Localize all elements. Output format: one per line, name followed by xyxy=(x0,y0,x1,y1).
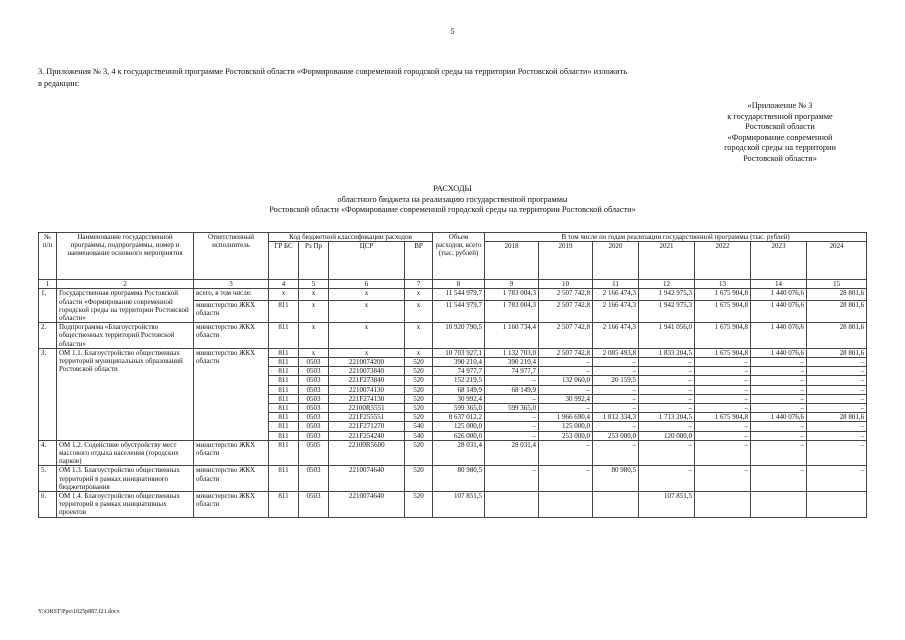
rzpr-cell: 0503 xyxy=(299,492,329,518)
year-cell: 120 000,0 xyxy=(639,431,695,440)
executor-cell: министерство ЖКХ области xyxy=(194,348,269,440)
year-cell: – xyxy=(639,404,695,413)
executor-cell: министерство ЖКХ области xyxy=(194,466,269,492)
executor-cell: министерство ЖКХ области xyxy=(194,440,269,466)
rzpr-cell: 0503 xyxy=(299,431,329,440)
rzpr-cell: х xyxy=(299,301,329,323)
volume-cell: 11 544 979,7 xyxy=(433,301,485,323)
header-year: 2024 xyxy=(807,242,867,280)
year-cell: 80 980,5 xyxy=(593,466,639,492)
csr-cell: 221F273840 xyxy=(329,376,405,385)
volume-cell: 125 000,0 xyxy=(433,422,485,431)
volume-cell: 152 219,5 xyxy=(433,376,485,385)
row-number-cell: 1. xyxy=(39,289,57,323)
year-cell: 1 833 204,5 xyxy=(639,348,695,357)
header-year: 2021 xyxy=(639,242,695,280)
vr-cell: х xyxy=(405,301,433,323)
csr-cell: 2210074640 xyxy=(329,492,405,518)
row-name-cell: ОМ 1.1. Благоустройство общественных территорий муниципальных образований Ростовской области xyxy=(57,348,194,440)
year-cell: 1 783 004,3 xyxy=(485,301,539,323)
row-number-cell: 3. xyxy=(39,348,57,440)
year-cell: 1 942 975,3 xyxy=(639,301,695,323)
csr-cell: 22100R5551 xyxy=(329,404,405,413)
year-cell: – xyxy=(807,376,867,385)
year-cell: 1 942 975,3 xyxy=(639,289,695,301)
year-cell: 1 675 904,8 xyxy=(695,323,751,349)
year-cell: – xyxy=(695,394,751,403)
grbs-cell: 811 xyxy=(269,348,299,357)
year-cell: – xyxy=(593,422,639,431)
column-number: 4 xyxy=(269,280,299,289)
year-cell: 2 166 474,3 xyxy=(593,323,639,349)
grbs-cell: 811 xyxy=(269,394,299,403)
year-cell: 28 801,6 xyxy=(807,348,867,357)
csr-cell: х xyxy=(329,301,405,323)
year-cell: – xyxy=(807,404,867,413)
appendix-line: «Формирование современной xyxy=(727,132,833,142)
year-cell: – xyxy=(807,431,867,440)
vr-cell: х xyxy=(405,323,433,349)
grbs-cell: 811 xyxy=(269,492,299,518)
csr-cell: 221F254240 xyxy=(329,431,405,440)
column-number: 8 xyxy=(433,280,485,289)
rzpr-cell: 0503 xyxy=(299,358,329,367)
year-cell: – xyxy=(807,466,867,492)
year-cell: 107 851,5 xyxy=(639,492,695,518)
year-cell: 1 675 904,8 xyxy=(695,301,751,323)
year-cell: 30 992,4 xyxy=(539,394,593,403)
year-cell: 390 210,4 xyxy=(485,358,539,367)
csr-cell: 2210074130 xyxy=(329,385,405,394)
volume-cell: 10 703 927,1 xyxy=(433,348,485,357)
vr-cell: х xyxy=(405,348,433,357)
year-cell: 1 440 076,6 xyxy=(751,348,807,357)
header-grbs: ГР БС xyxy=(269,242,299,280)
column-number: 1 xyxy=(39,280,57,289)
year-cell: – xyxy=(639,367,695,376)
year-cell: – xyxy=(485,466,539,492)
column-number: 12 xyxy=(639,280,695,289)
year-cell: – xyxy=(807,367,867,376)
volume-cell: 11 544 979,7 xyxy=(433,289,485,301)
year-cell: – xyxy=(751,440,807,466)
year-cell: 1 941 056,0 xyxy=(639,323,695,349)
grbs-cell: 811 xyxy=(269,367,299,376)
column-number-row xyxy=(39,280,867,289)
year-cell: – xyxy=(751,358,807,367)
document-title xyxy=(0,184,905,216)
row-number-cell: 4. xyxy=(39,440,57,466)
year-cell: 599 365,0 xyxy=(485,404,539,413)
appendix-header xyxy=(690,101,870,165)
year-cell: 1 966 690,4 xyxy=(539,413,593,422)
rzpr-cell: 0505 xyxy=(299,440,329,466)
csr-cell: 2210073840 xyxy=(329,367,405,376)
year-cell: – xyxy=(639,385,695,394)
volume-cell: 390 210,4 xyxy=(433,358,485,367)
year-cell: 1 132 703,0 xyxy=(485,348,539,357)
year-cell: 1 440 076,6 xyxy=(751,413,807,422)
csr-cell: 221F271270 xyxy=(329,422,405,431)
year-cell: 2 085 493,8 xyxy=(593,348,639,357)
rzpr-cell: 0503 xyxy=(299,376,329,385)
year-cell: – xyxy=(639,440,695,466)
year-cell: 20 159,5 xyxy=(593,376,639,385)
column-number: 6 xyxy=(329,280,405,289)
row-name-cell: ОМ 1.2. Содействие обустройству мест массового отдыха населения (городских парков) xyxy=(57,440,194,466)
grbs-cell: 811 xyxy=(269,422,299,431)
vr-cell: х xyxy=(405,289,433,301)
column-number: 10 xyxy=(539,280,593,289)
header-year: 2023 xyxy=(751,242,807,280)
year-cell: – xyxy=(639,394,695,403)
rzpr-cell: 0503 xyxy=(299,404,329,413)
year-cell: – xyxy=(807,394,867,403)
vr-cell: 520 xyxy=(405,413,433,422)
vr-cell: 540 xyxy=(405,431,433,440)
vr-cell: 520 xyxy=(405,358,433,367)
year-cell: – xyxy=(639,358,695,367)
table-row xyxy=(39,323,867,349)
year-cell: 1 440 076,6 xyxy=(751,301,807,323)
appendix-line: Ростовской области» xyxy=(743,153,817,163)
grbs-cell: 811 xyxy=(269,466,299,492)
year-cell: 2 507 742,8 xyxy=(539,348,593,357)
grbs-cell: 811 xyxy=(269,358,299,367)
year-cell: – xyxy=(807,422,867,431)
year-cell: – xyxy=(539,404,593,413)
intro-paragraph xyxy=(38,66,860,90)
executor-cell: министерство ЖКХ области xyxy=(194,301,269,323)
title-line: РАСХОДЫ xyxy=(433,184,472,193)
vr-cell: 540 xyxy=(405,422,433,431)
year-cell: 1 440 076,6 xyxy=(751,323,807,349)
page-number: 5 xyxy=(450,27,455,36)
year-cell: – xyxy=(639,422,695,431)
table-row xyxy=(39,289,867,301)
year-cell: – xyxy=(695,367,751,376)
year-cell: 253 000,0 xyxy=(539,431,593,440)
year-cell: – xyxy=(593,404,639,413)
title-line: областного бюджета на реализацию государственной программы xyxy=(337,194,568,204)
volume-cell: 8 637 012,2 xyxy=(433,413,485,422)
row-name-cell: Подпрограмма «Благоустройство общественных территорий Ростовской области» xyxy=(57,323,194,349)
year-cell: – xyxy=(695,440,751,466)
header-executor: Ответственный исполнитель xyxy=(194,233,269,280)
year-cell: – xyxy=(695,422,751,431)
year-cell xyxy=(751,492,807,518)
rzpr-cell: 0503 xyxy=(299,385,329,394)
year-cell xyxy=(539,492,593,518)
year-cell: 28 031,4 xyxy=(485,440,539,466)
year-cell: – xyxy=(751,385,807,394)
grbs-cell: 811 xyxy=(269,385,299,394)
year-cell: 68 149,9 xyxy=(485,385,539,394)
year-cell xyxy=(485,492,539,518)
vr-cell: 520 xyxy=(405,440,433,466)
executor-cell: министерство ЖКХ области xyxy=(194,323,269,349)
header-year: 2022 xyxy=(695,242,751,280)
header-rzpr: Рз Пр xyxy=(299,242,329,280)
executor-cell: министерство ЖКХ области xyxy=(194,492,269,518)
volume-cell: 107 851,5 xyxy=(433,492,485,518)
year-cell xyxy=(807,492,867,518)
csr-cell: х xyxy=(329,348,405,357)
year-cell: – xyxy=(751,394,807,403)
year-cell: – xyxy=(695,385,751,394)
header-volume: Объем расходов, всего (тыс. рублей) xyxy=(433,233,485,280)
year-cell: 1 160 734,4 xyxy=(485,323,539,349)
year-cell: – xyxy=(485,394,539,403)
header-csr: ЦСР xyxy=(329,242,405,280)
csr-cell: х xyxy=(329,323,405,349)
rzpr-cell: 0503 xyxy=(299,466,329,492)
year-cell xyxy=(695,492,751,518)
year-cell: 1 783 004,3 xyxy=(485,289,539,301)
row-name-cell: ОМ 1.4. Благоустройство общественных территорий в рамках инициативных проектов xyxy=(57,492,194,518)
year-cell: 1 675 904,8 xyxy=(695,413,751,422)
year-cell: – xyxy=(807,385,867,394)
expenses-table xyxy=(38,232,867,518)
header-vr: ВР xyxy=(405,242,433,280)
grbs-cell: 811 xyxy=(269,431,299,440)
volume-cell: 30 992,4 xyxy=(433,394,485,403)
year-cell: 28 801,6 xyxy=(807,289,867,301)
year-cell: – xyxy=(485,376,539,385)
year-cell: – xyxy=(639,376,695,385)
year-cell: – xyxy=(539,466,593,492)
row-number-cell: 2. xyxy=(39,323,57,349)
year-cell: – xyxy=(751,422,807,431)
row-number-cell: 6. xyxy=(39,492,57,518)
csr-cell: 2210074200 xyxy=(329,358,405,367)
year-cell: – xyxy=(593,394,639,403)
year-cell: 2 507 742,8 xyxy=(539,323,593,349)
grbs-cell: 811 xyxy=(269,404,299,413)
year-cell: – xyxy=(539,385,593,394)
header-code-group: Код бюджетной классификации расходов xyxy=(269,233,433,242)
year-cell: 253 000,0 xyxy=(593,431,639,440)
grbs-cell: 811 xyxy=(269,413,299,422)
year-cell: 1 440 076,6 xyxy=(751,289,807,301)
year-cell: 132 060,0 xyxy=(539,376,593,385)
year-cell: – xyxy=(593,367,639,376)
vr-cell: 520 xyxy=(405,404,433,413)
column-number: 9 xyxy=(485,280,539,289)
column-number: 3 xyxy=(194,280,269,289)
vr-cell: 520 xyxy=(405,466,433,492)
file-path-footer: Y:\ORST\Ppo\1025p887.f21.docx xyxy=(38,609,120,615)
column-number: 5 xyxy=(299,280,329,289)
intro-line: в редакции: xyxy=(38,79,80,88)
year-cell: – xyxy=(639,466,695,492)
table-row xyxy=(39,440,867,466)
appendix-line: к государственной программе xyxy=(727,111,833,121)
year-cell: – xyxy=(485,431,539,440)
rzpr-cell: 0503 xyxy=(299,394,329,403)
rzpr-cell: 0503 xyxy=(299,422,329,431)
year-cell: – xyxy=(593,358,639,367)
vr-cell: 520 xyxy=(405,394,433,403)
volume-cell: 68 149,9 xyxy=(433,385,485,394)
appendix-line: Ростовской области xyxy=(745,122,815,132)
year-cell: – xyxy=(539,358,593,367)
year-cell: – xyxy=(751,376,807,385)
header-name: Наименование государственной программы, подпрограммы, номер и наименование основного мероприятия xyxy=(57,233,194,280)
grbs-cell: 811 xyxy=(269,376,299,385)
executor-cell: всего, в том числе: xyxy=(194,289,269,301)
grbs-cell: 811 xyxy=(269,323,299,349)
year-cell: – xyxy=(695,376,751,385)
volume-cell: 599 365,0 xyxy=(433,404,485,413)
year-cell: – xyxy=(751,404,807,413)
year-cell: 1 812 334,3 xyxy=(593,413,639,422)
appendix-line: «Приложение № 3 xyxy=(747,101,813,110)
year-cell: 28 801,6 xyxy=(807,323,867,349)
vr-cell: 520 xyxy=(405,492,433,518)
table-row xyxy=(39,466,867,492)
volume-cell: 10 920 790,5 xyxy=(433,323,485,349)
rzpr-cell: х xyxy=(299,323,329,349)
year-cell: – xyxy=(539,440,593,466)
rzpr-cell: х xyxy=(299,348,329,357)
header-year: 2018 xyxy=(485,242,539,280)
vr-cell: 520 xyxy=(405,385,433,394)
row-number-cell: 5. xyxy=(39,466,57,492)
header-year: 2019 xyxy=(539,242,593,280)
vr-cell: 520 xyxy=(405,376,433,385)
csr-cell: х xyxy=(329,289,405,301)
volume-cell: 28 031,4 xyxy=(433,440,485,466)
volume-cell: 80 980,5 xyxy=(433,466,485,492)
year-cell: – xyxy=(485,422,539,431)
volume-cell: 626 000,0 xyxy=(433,431,485,440)
appendix-line: городской среды на территории xyxy=(724,143,836,153)
year-cell: 1 675 904,8 xyxy=(695,289,751,301)
year-cell: – xyxy=(593,385,639,394)
column-number: 11 xyxy=(593,280,639,289)
row-name-cell: Государственная программа Ростовской области «Формирование современной городской среды на территории Ростовской области» xyxy=(57,289,194,323)
column-number: 13 xyxy=(695,280,751,289)
year-cell: – xyxy=(751,466,807,492)
volume-cell: 74 977,7 xyxy=(433,367,485,376)
csr-cell: 22100R5600 xyxy=(329,440,405,466)
year-cell: – xyxy=(539,367,593,376)
year-cell: – xyxy=(695,431,751,440)
rzpr-cell: 0503 xyxy=(299,413,329,422)
year-cell: – xyxy=(751,431,807,440)
year-cell: – xyxy=(695,404,751,413)
year-cell: 2 166 474,3 xyxy=(593,289,639,301)
column-number: 7 xyxy=(405,280,433,289)
rzpr-cell: х xyxy=(299,289,329,301)
vr-cell: 520 xyxy=(405,367,433,376)
year-cell: 2 507 742,8 xyxy=(539,289,593,301)
csr-cell: 221F255551 xyxy=(329,413,405,422)
year-cell: – xyxy=(751,367,807,376)
grbs-cell: 811 xyxy=(269,301,299,323)
year-cell: – xyxy=(695,358,751,367)
year-cell: 28 801,6 xyxy=(807,301,867,323)
grbs-cell: 811 xyxy=(269,440,299,466)
year-cell: – xyxy=(695,466,751,492)
table-row xyxy=(39,492,867,518)
column-number: 2 xyxy=(57,280,194,289)
year-cell xyxy=(593,492,639,518)
year-cell: 28 801,6 xyxy=(807,413,867,422)
column-number: 15 xyxy=(807,280,867,289)
header-num: № п/п xyxy=(39,233,57,280)
grbs-cell: х xyxy=(269,289,299,301)
row-name-cell: ОМ 1.3. Благоустройство общественных территорий в рамках инициативного бюджетирования xyxy=(57,466,194,492)
year-cell: 1 675 904,8 xyxy=(695,348,751,357)
year-cell: – xyxy=(485,413,539,422)
year-cell: 74 977,7 xyxy=(485,367,539,376)
header-years-group: В том числе по годам реализации государственной программы (тыс. рублей) xyxy=(485,233,867,242)
intro-line: 3. Приложения № 3, 4 к государственной программе Ростовской области «Формирование современной городской среды на территории Ростовской области» изложить xyxy=(38,67,628,76)
year-cell: – xyxy=(807,358,867,367)
year-cell: 125 000,0 xyxy=(539,422,593,431)
header-year: 2020 xyxy=(593,242,639,280)
year-cell: 1 713 204,5 xyxy=(639,413,695,422)
csr-cell: 2210074640 xyxy=(329,466,405,492)
year-cell: 2 166 474,3 xyxy=(593,301,639,323)
column-number: 14 xyxy=(751,280,807,289)
year-cell: 2 507 742,8 xyxy=(539,301,593,323)
year-cell: – xyxy=(807,440,867,466)
table-row xyxy=(39,348,867,357)
title-line: Ростовской области «Формирование современной городской среды на территории Ростовской области» xyxy=(269,205,636,214)
csr-cell: 221F274130 xyxy=(329,394,405,403)
rzpr-cell: 0503 xyxy=(299,367,329,376)
year-cell: – xyxy=(593,440,639,466)
